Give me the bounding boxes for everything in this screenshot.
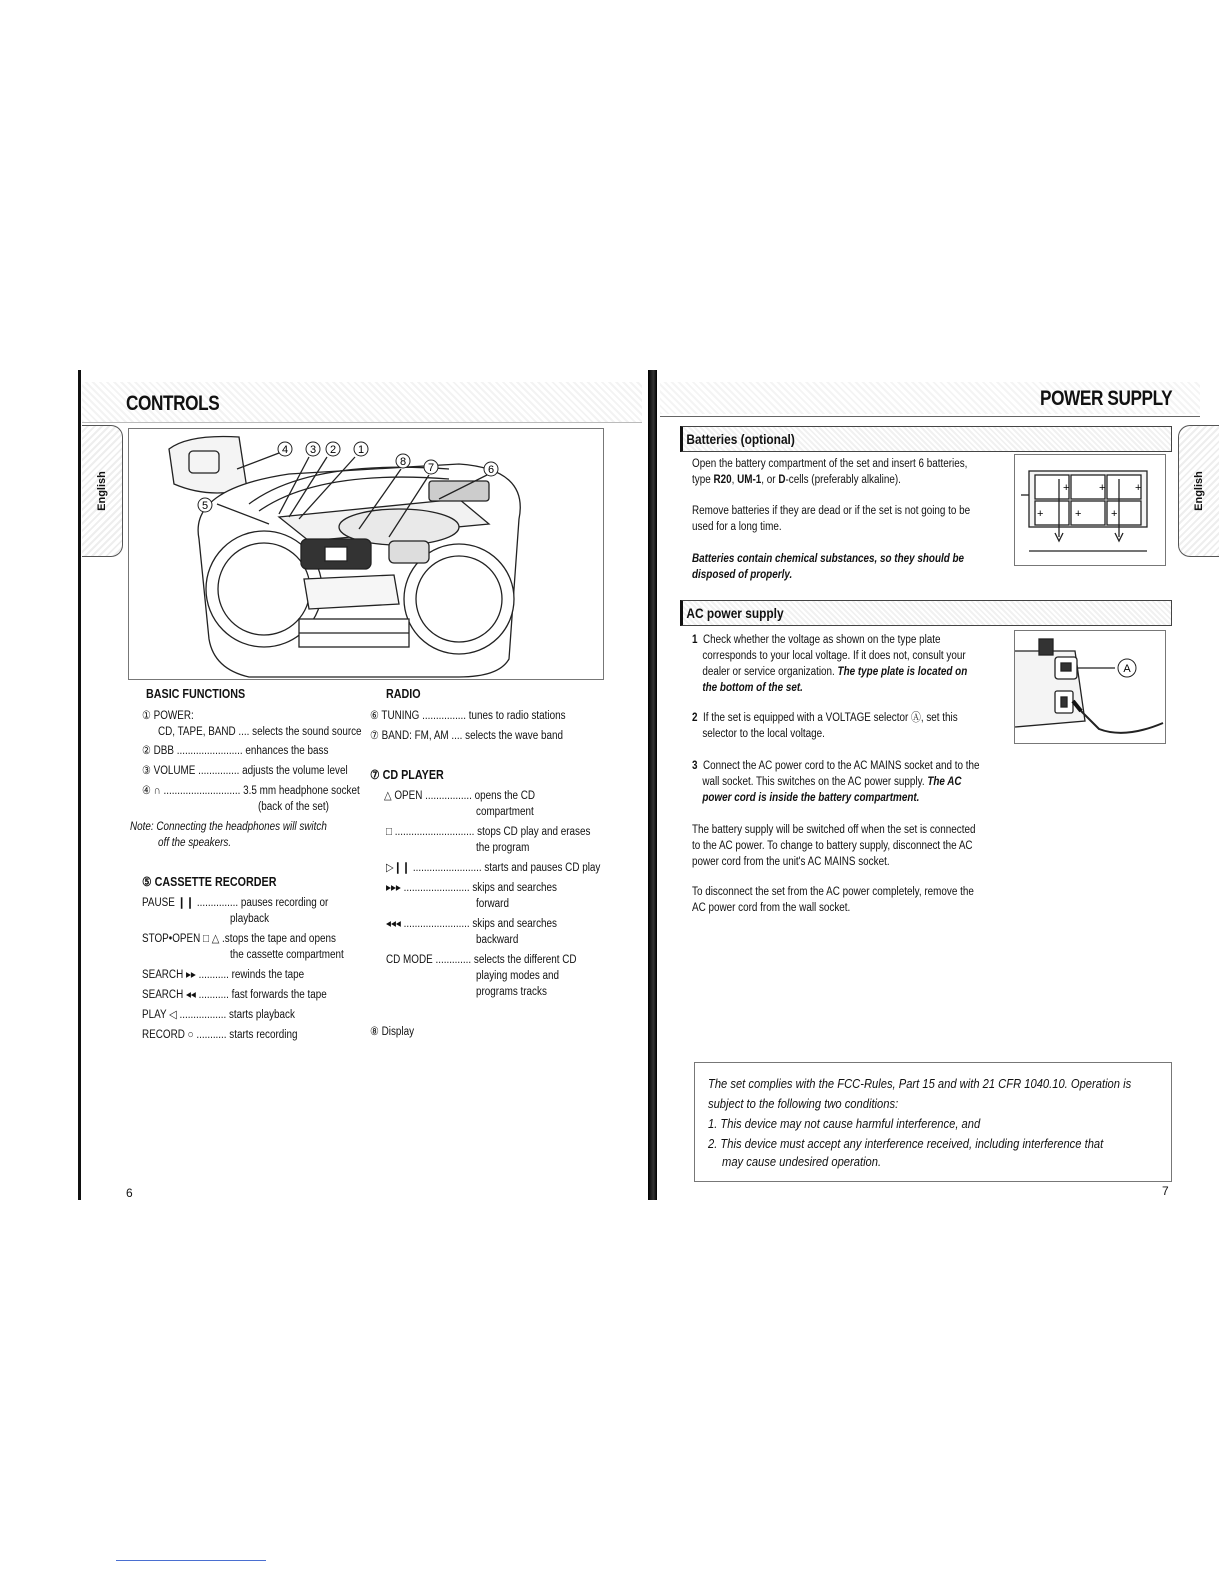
callout-7: 7 [427, 462, 435, 474]
cd-mode-2: playing modes and [476, 970, 560, 982]
step-2-number: 2 [692, 712, 698, 724]
cassette-stop: STOP•OPEN □ △ .stops the tape and opens [142, 933, 336, 945]
callout-4: 4 [281, 444, 289, 456]
fcc-line-4: 2. This device must accept any interference received, including interference that [708, 1136, 1104, 1151]
callout-6: 6 [487, 464, 495, 476]
ac-step-2-line1 [692, 710, 993, 726]
ac-step-1 [692, 632, 993, 696]
ac-step-3-line2 [692, 774, 993, 790]
page-title-power-supply: POWER SUPPLY [1040, 387, 1173, 410]
svg-text:+: + [1135, 482, 1142, 494]
step-3-bold-b: The AC [927, 776, 962, 788]
ac-step-3-line1 [692, 758, 993, 774]
cd-open-2: compartment [476, 806, 534, 818]
ac-step-3-line3: power cord is inside the battery compartment. [702, 792, 920, 804]
cassette-record: RECORD ○ ........... starts recording [142, 1029, 298, 1041]
ac-step-1-line1 [692, 632, 993, 648]
step-3-text-b: wall socket. This switches on the AC power supply. [702, 776, 928, 788]
center-spine [648, 370, 657, 1200]
step-1-bold-c: The type plate is located on [837, 666, 968, 678]
ac-battery-switch-paragraph [692, 822, 1019, 870]
page-number-left: 6 [126, 1186, 133, 1200]
p1-d: D [778, 474, 786, 486]
power-row: ① POWER: [142, 710, 194, 722]
batteries-heading: Batteries (optional) [686, 431, 795, 447]
p4-line2: to the AC power. To change to battery supply, disconnect the AC [692, 840, 973, 852]
ac-step-1-line2: corresponds to your local voltage. If it does not, consult your [702, 650, 966, 662]
step-1-text-c: dealer or service organization. [702, 666, 838, 678]
headphone-row-2: (back of the set) [258, 801, 329, 813]
battery-illustration-frame [1014, 454, 1166, 566]
radio-band: ⑦ BAND: FM, AM .... selects the wave band [370, 730, 564, 742]
callout-8: 8 [399, 456, 407, 468]
boombox-illustration [129, 429, 603, 679]
p5-line1: To disconnect the set from the AC power completely, remove the [692, 886, 974, 898]
p1-type: type [692, 474, 714, 486]
p5-line2: AC power cord from the wall socket. [692, 902, 851, 914]
cd-stop-2: the program [476, 842, 530, 854]
headphone-note-1: Note: Connecting the headphones will switch [130, 821, 327, 833]
page-title-controls: CONTROLS [126, 392, 220, 415]
batteries-p1-line1: Open the battery compartment of the set and insert 6 batteries, [692, 458, 968, 470]
p4-line3: power cord from the unit's AC MAINS socket. [692, 856, 890, 868]
fcc-line-3: 1. This device may not cause harmful interference, and [708, 1116, 981, 1131]
cd-mode-3: programs tracks [476, 986, 547, 998]
boombox-illustration-frame [128, 428, 604, 680]
svg-text:+: + [1075, 508, 1082, 520]
p1-um1: UM-1 [737, 474, 762, 486]
svg-text:+: + [1063, 482, 1070, 494]
ac-socket-illustration [1015, 631, 1165, 743]
bottom-rule [116, 1560, 266, 1561]
cd-prev-2: backward [476, 934, 519, 946]
svg-text:+: + [1037, 508, 1044, 520]
step-3-number: 3 [692, 760, 698, 772]
cassette-stop-2: the cassette compartment [230, 949, 344, 961]
batteries-heading-bar [680, 426, 1172, 452]
headphone-row: ④ ∩ ............................ 3.5 mm headphone socket [142, 785, 360, 797]
cd-player-heading: ⑦ CD PLAYER [370, 768, 444, 782]
svg-text:+: + [1099, 482, 1106, 494]
ac-step-1-line4: the bottom of the set. [702, 682, 803, 694]
callout-a: A [1123, 663, 1131, 675]
ac-step-3 [692, 758, 993, 806]
svg-text:+: + [1111, 508, 1118, 520]
batteries-p1-line2 [692, 472, 1002, 488]
cd-open: △ OPEN ................. opens the CD [384, 790, 536, 802]
page-number-right: 7 [1162, 1184, 1169, 1198]
batteries-warning-line1: Batteries contain chemical substances, so they should be [692, 553, 965, 565]
fcc-line-1: The set complies with the FCC-Rules, Part 15 and with 21 CFR 1040.10. Operation is [708, 1076, 1132, 1091]
step-2-text-a: If the set is equipped with a VOLTAGE selector Ⓐ, set this [703, 712, 958, 724]
ac-disconnect-paragraph [692, 884, 1019, 916]
cassette-search-rew: SEARCH ▸▸ ........... rewinds the tape [142, 969, 305, 981]
callout-2: 2 [329, 444, 337, 456]
p1-tail: -cells (preferably alkaline). [785, 474, 901, 486]
batteries-p1 [692, 456, 1002, 488]
basic-functions-heading: BASIC FUNCTIONS [146, 687, 246, 701]
cassette-heading: ⑤ CASSETTE RECORDER [142, 875, 277, 889]
cd-next-2: forward [476, 898, 509, 910]
cd-next: ▸▸▸ ........................ skips and searches [386, 882, 558, 894]
cassette-search-ff: SEARCH ◂◂ ........... fast forwards the tape [142, 989, 327, 1001]
batteries-warning-line2: disposed of properly. [692, 569, 793, 581]
batteries-p2-line1: Remove batteries if they are dead or if the set is not going to be [692, 505, 971, 517]
cassette-pause-2: playback [230, 913, 270, 925]
p1-sep2: , or [761, 474, 779, 486]
headphone-note-2: off the speakers. [158, 837, 232, 849]
p1-r20: R20 [713, 474, 732, 486]
volume-row: ③ VOLUME ............... adjusts the volume level [142, 765, 348, 777]
battery-illustration [1015, 455, 1165, 565]
ac-heading-bar [680, 600, 1172, 626]
callout-1: 1 [357, 444, 365, 456]
power-desc: CD, TAPE, BAND .... selects the sound source [158, 726, 362, 738]
language-tab-label-right: English [1193, 471, 1205, 511]
language-tab-right [1178, 425, 1219, 557]
callout-5: 5 [201, 500, 209, 512]
ac-step-2 [692, 710, 993, 742]
batteries-p2-line2: used for a long time. [692, 521, 782, 533]
cd-play: ▷❙❙ ......................... starts and pauses CD play [386, 862, 601, 874]
step-3-text-a: Connect the AC power cord to the AC MAINS socket and to the [703, 760, 980, 772]
language-tab-label: English [96, 471, 108, 511]
cd-prev: ◂◂◂ ........................ skips and searches [386, 918, 558, 930]
language-tab-left [82, 425, 123, 557]
p1-sep1: , [731, 474, 738, 486]
ac-step-1-line3 [692, 664, 993, 680]
fcc-line-2: subject to the following two conditions: [708, 1096, 899, 1111]
step-1-text-a: Check whether the voltage as shown on the type plate [703, 634, 941, 646]
ac-step-2-line2: selector to the local voltage. [702, 728, 825, 740]
radio-tuning: ⑥ TUNING ................ tunes to radio stations [370, 710, 566, 722]
fcc-line-5: may cause undesired operation. [722, 1154, 882, 1169]
display-row: ⑧ Display [370, 1026, 415, 1038]
cassette-pause: PAUSE ❙❙ ............... pauses recording or [142, 897, 329, 909]
ac-heading: AC power supply [686, 605, 784, 621]
batteries-warning [692, 551, 1002, 583]
ac-illustration-frame [1014, 630, 1166, 744]
cd-mode: CD MODE ............. selects the different CD [386, 954, 577, 966]
radio-heading: RADIO [386, 687, 421, 701]
step-1-number: 1 [692, 634, 698, 646]
callout-3: 3 [309, 444, 317, 456]
batteries-p2 [692, 503, 1002, 535]
p4-line1: The battery supply will be switched off when the set is connected [692, 824, 976, 836]
cd-stop: □ ............................. stops CD play and erases [386, 826, 591, 838]
left-page-margin-rule [78, 370, 81, 1200]
header-rule [660, 416, 1200, 417]
dbb-row: ② DBB ........................ enhances the bass [142, 745, 329, 757]
cassette-play: PLAY ◁ ................. starts playback [142, 1009, 295, 1021]
